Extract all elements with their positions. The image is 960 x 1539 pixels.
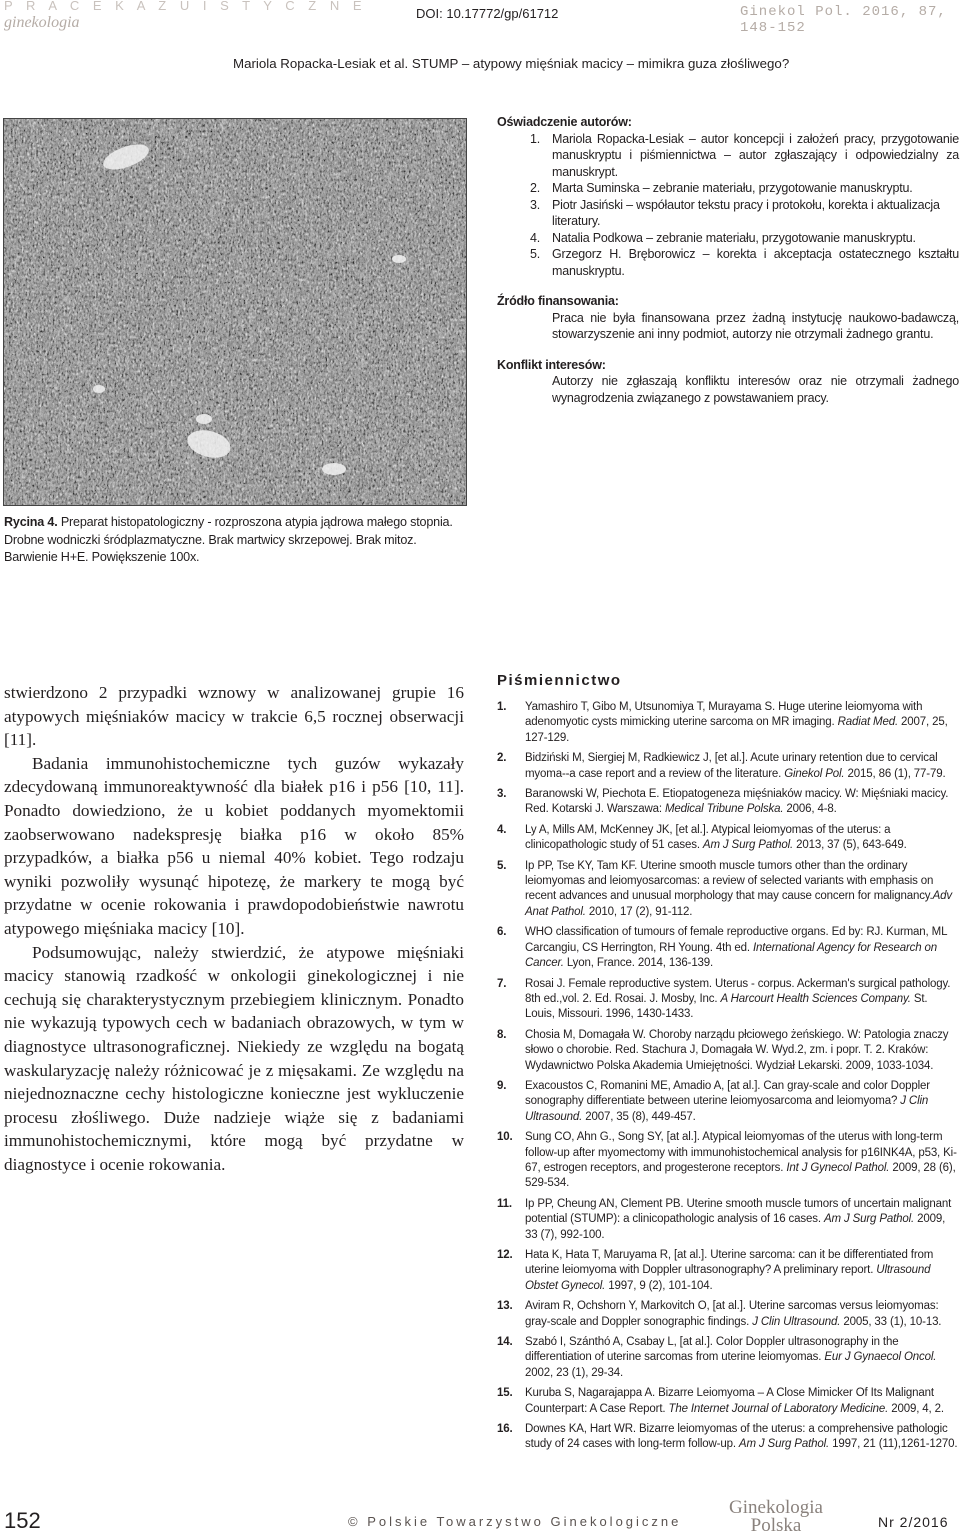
reference-item	[497, 1299, 959, 1330]
reference-text: Ly A, Mills AM, McKenney JK, [et al.]. Atypical leiomyomas of the uterus: a clinicopathologic study of 51 cases.	[525, 823, 891, 852]
reference-number: 9.	[497, 1079, 507, 1092]
reference-journal: Am J Surg Pathol.	[702, 839, 794, 852]
reference-journal: Am J Surg Pathol.	[823, 1213, 915, 1226]
reference-item	[497, 977, 959, 1023]
reference-journal: Ginekol Pol.	[784, 767, 845, 780]
author-contributions-list	[497, 131, 959, 280]
reference-text: Ip PP, Tse KY, Tam KF. Uterine smooth muscle tumors other than the ordinary leiomyomas and leiomyosarcomas: a review of selected variants with emphasis on recent advances and unusual morphology that may cause concern for malignancy.	[525, 859, 934, 903]
reference-item	[497, 925, 959, 971]
reference-text: Aviram R, Ochshorn Y, Markovitch O, [at al.]. Uterine sarcomas versus leiomyomas: gray-scale and Doppler sonographic findings.	[525, 1300, 939, 1328]
reference-item	[497, 751, 959, 782]
reference-tail: 2009, 4, 2.	[888, 1402, 944, 1415]
doi-link[interactable]: DOI: 10.17772/gp/61712	[416, 6, 559, 21]
reference-journal: Int J Gynecol Pathol.	[786, 1161, 890, 1174]
conflict-text: Autorzy nie zgłaszają konfliktu interesów oraz nie otrzymali żadnego wynagrodzenia związanego z powstawaniem pracy.	[552, 374, 959, 405]
journal-citation: Ginekol Pol. 2016, 87, 148-152	[740, 4, 947, 36]
reference-item	[497, 859, 959, 921]
reference-item	[497, 1028, 959, 1074]
reference-journal: The Internet Journal of Laboratory Medicine.	[668, 1402, 889, 1415]
reference-number: 12.	[497, 1249, 513, 1261]
list-item: 1. Mariola Ropacka-Lesiak – autor koncepcji i założeń pracy, przygotowanie manuskryptu i piśmiennictwa – autor zgłaszający i odpowiedzialny za manuskrypt.	[530, 131, 959, 179]
reference-journal: Am J Surg Pathol.	[738, 1438, 830, 1451]
section-label: P R A C E K A Z U I S T Y C Z N E	[4, 0, 367, 13]
paragraph: Podsumowując, należy stwierdzić, że atypowe mięśniaki macicy stanowią rzadkość w onkologii ginekologicznej i nie cechują się charakterystycznym przebiegiem klinicznym. Ponadto nie wykazują typowych cech w badaniach obrazowych, w tym w diagnostyce ultrasonograficznej. Niekiedy ze względu na bogatą waskularyzację należy różnicować je z mięsakami. Ze względu na niejednoznaczne cechy histologiczne konieczne jest wykluczenie procesu złośliwego. Duże nadzieje wiąże się z badaniami immunohistochemicznymi, które mogą być przydatne w diagnostyce i ocenie rokowania.	[4, 942, 464, 1174]
declarations-heading: Oświadczenie autorów:	[497, 115, 632, 129]
reference-item	[497, 823, 959, 854]
reference-text: Exacoustos C, Romanini ME, Amadio A, [at al.]. Can gray-scale and color Doppler sonography differentiate between uterine leiomyosarcoma and leiomyoma?	[525, 1079, 930, 1108]
reference-item	[497, 1197, 959, 1243]
reference-tail: 1997, 21 (11),1261-1270.	[829, 1438, 958, 1451]
reference-journal: J Clin Ultrasound.	[525, 1095, 929, 1123]
list-item: 2. Marta Suminska – zebranie materiału, przygotowanie manuskryptu.	[530, 181, 913, 195]
reference-number: 14.	[497, 1336, 513, 1349]
reference-number: 15.	[497, 1387, 513, 1400]
list-item: 3. Piotr Jasiński – współautor tekstu pracy i protokołu, korekta i aktualizacja literatury.	[530, 197, 940, 228]
reference-tail: 2005, 33 (1), 10-13.	[840, 1315, 942, 1328]
reference-journal: Adv Anat Pathol.	[525, 890, 952, 918]
caption-label: Rycina 4.	[4, 515, 58, 529]
figure-caption	[4, 514, 464, 567]
reference-tail: 2009, 28 (6), 529-534.	[525, 1161, 956, 1190]
reference-text: Rosai J. Female reproductive system. Uterus - corpus. Ackerman's surgical pathology. 8th ed.,vol. 2. Ed. Rosai. J. Mosby, Inc.	[525, 977, 951, 1005]
reference-journal: J Clin Ultrasound.	[752, 1315, 841, 1328]
reference-journal: International Agency for Research on Cancer.	[525, 941, 938, 970]
reference-text: Bidziński M, Siergiej M, Radkiewicz J, [et al.]. Acute urinary retention due to cervical myoma--a case report and a review of the literature.	[525, 752, 938, 780]
reference-number: 11.	[497, 1197, 512, 1210]
reference-tail: 2013, 37 (5), 643-649.	[793, 839, 907, 852]
reference-number: 1.	[497, 701, 507, 713]
reference-text: Ip PP, Cheung AN, Clement PB. Uterine smooth muscle tumors of uncertain malignant potential (STUMP): a clinicopathologic analysis of 16 cases.	[525, 1197, 952, 1226]
society-name: © Polskie Towarzystwo Ginekologiczne	[348, 1514, 682, 1529]
ginekologia-polska-logo: Ginekologia Polska	[729, 1497, 823, 1536]
reference-item	[497, 1248, 959, 1294]
reference-text: Baranowski W, Piechota E. Etiopatogeneza mięśniaków macicy. W: Mięśniaki macicy. Red. Kotarski J. Warszawa:	[525, 788, 949, 816]
reference-tail: 2002, 23 (1), 29-34.	[525, 1366, 624, 1379]
reference-journal: Medical Tribune Polska.	[664, 803, 784, 816]
reference-tail: 2015, 86 (1), 77-79.	[844, 767, 946, 780]
reference-item	[497, 1335, 959, 1381]
reference-number: 10.	[497, 1131, 513, 1144]
funding-text: Praca nie była finansowana przez żadną instytucję naukowo-badawczą, stowarzyszenie ani inny podmiot, autorzy nie otrzymali żadnego grantu.	[552, 310, 959, 341]
page-number: 152	[4, 1508, 41, 1533]
body-text	[4, 681, 464, 1176]
reference-item	[497, 787, 959, 818]
issue-number: Nr 2/2016	[878, 1514, 949, 1530]
reference-tail: St. Louis, Missouri. 1996, 1430-1433.	[525, 992, 928, 1021]
reference-tail: 2010, 17 (2), 91-112.	[585, 905, 693, 918]
reference-journal: Ultrasound Obstet Gynecol.	[525, 1264, 931, 1292]
reference-number: 16.	[497, 1423, 513, 1436]
reference-item	[497, 1130, 959, 1192]
paragraph: Badania immunohistochemiczne tych guzów wykazały zdecydowaną immunoreaktywność dla białek p16 i p56 [10, 11]. Ponadto dowiedziono, że u kobiet poddanych myomektomii zaobserwowano nadekspresję białka p16 w około 85% przypadków, a białka p56 u niemal 40% kobiet. Tego rodzaju wyniki pozwoliły wysunąć hipotezę, że markery te mogą być przydatne w ocenie rokowania i prawdopodobieństwie nawrotu atypowego mięśniaka macicy [10].	[4, 753, 464, 938]
reference-text: Yamashiro T, Gibo M, Utsunomiya T, Murayama S. Huge uterine leiomyoma with adenomyotic cysts mimicking uterine sarcoma on MR imaging.	[525, 701, 923, 729]
funding-heading: Źródło finansowania:	[497, 294, 619, 308]
reference-text: WHO classification of tumours of female reproductive organs. Ed by: RJ. Kurman, ML Carcangiu, CS Herrington, RH Young. 4th ed.	[525, 926, 947, 954]
conflict-heading: Konflikt interesów:	[497, 357, 606, 372]
reference-text: Hata K, Hata T, Maruyama R, [at al.]. Uterine sarcoma: can it be differentiated from uterine leiomyoma with Doppler ultrasonography? A preliminary report.	[525, 1249, 934, 1277]
reference-tail: 2007, 35 (8), 449-457.	[582, 1110, 696, 1123]
caption-text: Preparat histopatologiczny - rozproszona atypia jądrowa małego stopnia. Drobne wodniczki śródplazmatyczne. Brak martwicy skrzepowej. Brak mitoz. Barwienie H+E. Powiększenie 100x.	[4, 515, 453, 564]
journal-name: ginekologia	[4, 14, 80, 31]
reference-item	[497, 1422, 959, 1453]
reference-text: Downes KA, Hart WR. Bizarre leiomyomas of the uterus: a comprehensive pathologic study of 24 cases with long-term follow-up.	[525, 1423, 948, 1451]
reference-number: 4.	[497, 823, 507, 836]
reference-tail: 1997, 9 (2), 101-104.	[605, 1279, 713, 1292]
reference-item	[497, 700, 959, 746]
reference-tail: Lyon, France. 2014, 136-139.	[563, 957, 714, 970]
reference-tail: 2006, 4-8.	[783, 803, 837, 816]
reference-item	[497, 1079, 959, 1125]
reference-journal: Radiat Med.	[837, 716, 898, 729]
reference-item	[497, 1386, 959, 1417]
paragraph: stwierdzono 2 przypadki wznowy w analizowanej grupie 16 atypowych mięśniaków macicy w trakcie 6,5 rocznej obserwacji [11].	[4, 683, 464, 750]
reference-text: Chosia M, Domagała W. Choroby narządu płciowego żeńskiego. W: Patologia znaczy słowo o chorobie. Red. Stachura J, Domagała W. Wyd.2, zm. i popr. T. 2. Kraków: Wydawnictwo Polska Akademia Umiejętności. Wydział Lekarski. 2009, 1033-1034.	[525, 1028, 949, 1072]
reference-journal: Eur J Gynaecol Oncol.	[824, 1351, 937, 1364]
reference-text: Kuruba S, Nagarajappa A. Bizarre Leiomyoma – A Close Mimicker Of Its Malignant Counterpart: A Case Report.	[525, 1387, 934, 1415]
reference-number: 13.	[497, 1300, 513, 1313]
reference-number: 5.	[497, 859, 507, 872]
reference-text: Szabó I, Szánthó A, Csabay L, [at al.]. Color Doppler ultrasonography in the differentiation of uterine sarcomas from uterine leiomyomas.	[525, 1336, 899, 1364]
reference-text: Sung CO, Ahn G., Song SY, [at al.]. Atypical leiomyomas of the uterus with long-term follow-up after myomectomy with immunohistochemical analysis for p16INK4A, p53, Ki-67, estrogen receptors, and progesterone receptors.	[525, 1131, 957, 1174]
reference-journal: A Harcourt Health Sciences Company.	[720, 992, 911, 1005]
reference-tail: 2009, 33 (7), 992-100.	[525, 1213, 946, 1241]
reference-number: 2.	[497, 752, 507, 765]
reference-number: 8.	[497, 1028, 507, 1041]
author-declarations	[497, 114, 959, 406]
histology-micrograph	[3, 118, 467, 506]
reference-number: 3.	[497, 788, 507, 801]
reference-number: 7.	[497, 977, 507, 990]
running-title: Mariola Ropacka-Lesiak et al. STUMP – atypowy mięśniak macicy – mimikra guza złośliwego?	[233, 56, 790, 71]
references-list	[497, 700, 959, 1458]
list-item: 4. Natalia Podkowa – zebranie materiału, przygotowanie manuskryptu.	[530, 230, 916, 245]
reference-tail: 2007, 25, 127-129.	[525, 716, 948, 744]
reference-number: 6.	[497, 926, 507, 939]
list-item: 5. Grzegorz H. Bręborowicz – korekta i akceptacja ostatecznego kształtu manuskryptu.	[530, 247, 959, 278]
references-heading: Piśmiennictwo	[497, 672, 622, 689]
